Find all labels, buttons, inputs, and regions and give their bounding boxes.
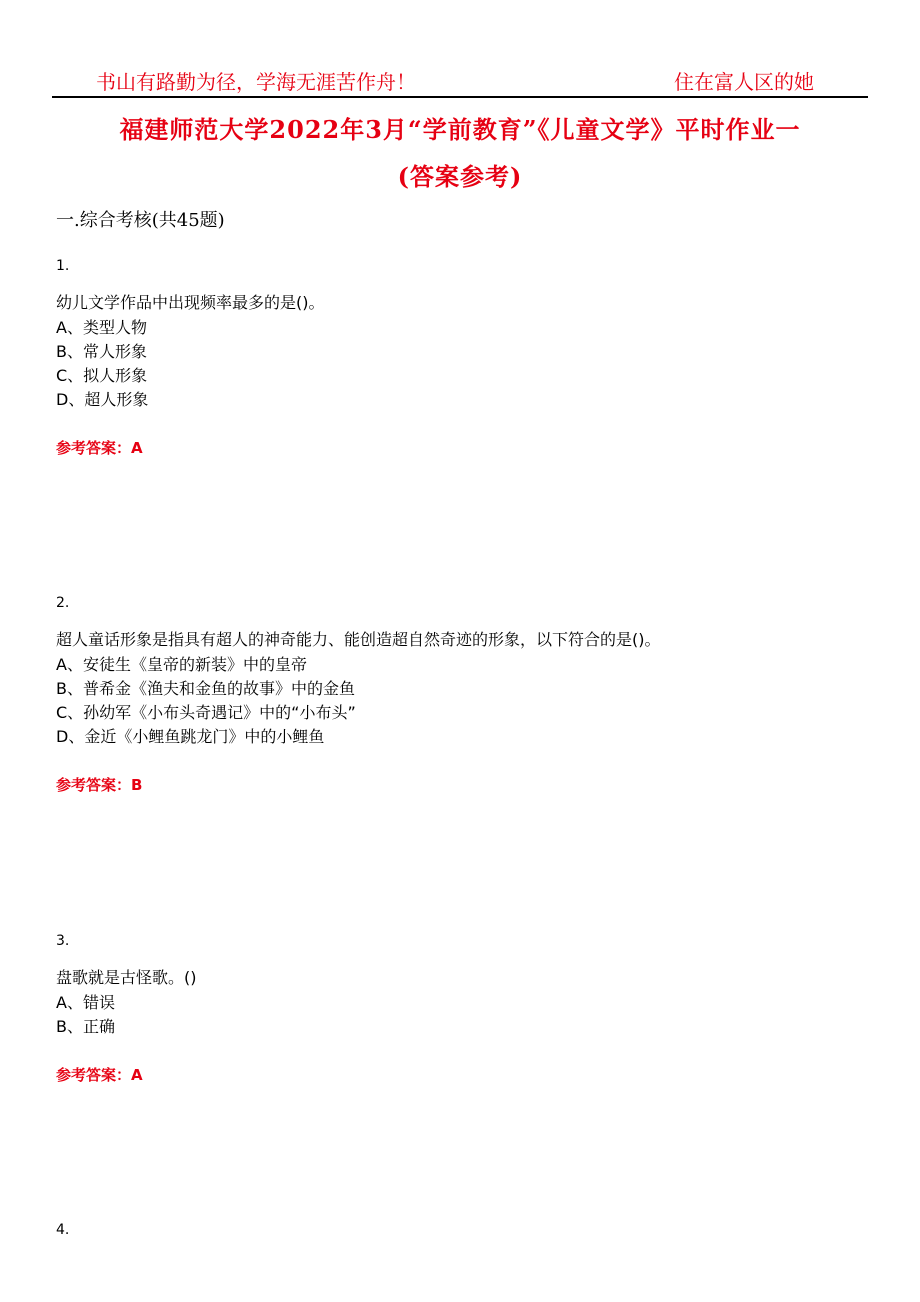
header-motto: 书山有路勤为径，学海无涯苦作舟！ (96, 70, 416, 94)
option-b: B、正确 (56, 1017, 115, 1036)
header-divider (52, 96, 868, 98)
question-number: 3. (56, 933, 70, 949)
document-title: 福建师范大学2022年3月“学前教育”《儿童文学》平时作业一 (119, 115, 801, 144)
option-b: B、常人形象 (56, 342, 147, 361)
document-subtitle: (答案参考) (397, 162, 523, 191)
header-author: 住在富人区的她 (674, 70, 814, 94)
question-text: 幼儿文学作品中出现频率最多的是()。 (56, 293, 325, 312)
option-d: D、超人形象 (56, 390, 149, 409)
section-title: 一.综合考核(共45题) (56, 210, 225, 231)
option-c: C、拟人形象 (56, 366, 148, 385)
option-a: A、类型人物 (56, 318, 147, 337)
question-text: 超人童话形象是指具有超人的神奇能力、能创造超自然奇迹的形象，以下符合的是()。 (56, 630, 661, 649)
option-a: A、安徒生《皇帝的新装》中的皇帝 (56, 655, 307, 674)
option-a: A、错误 (56, 993, 115, 1012)
question-number: 1. (56, 258, 70, 274)
option-c: C、孙幼军《小布头奇遇记》中的“小布头” (56, 703, 356, 722)
option-b: B、普希金《渔夫和金鱼的故事》中的金鱼 (56, 679, 355, 698)
answer-reference: 参考答案：B (56, 776, 143, 794)
answer-reference: 参考答案：A (56, 1066, 143, 1084)
question-text: 盘歌就是古怪歌。() (56, 968, 197, 987)
question-number: 2. (56, 595, 70, 611)
option-d: D、金近《小鲤鱼跳龙门》中的小鲤鱼 (56, 727, 325, 746)
answer-reference: 参考答案：A (56, 439, 143, 457)
question-number: 4. (56, 1222, 70, 1238)
